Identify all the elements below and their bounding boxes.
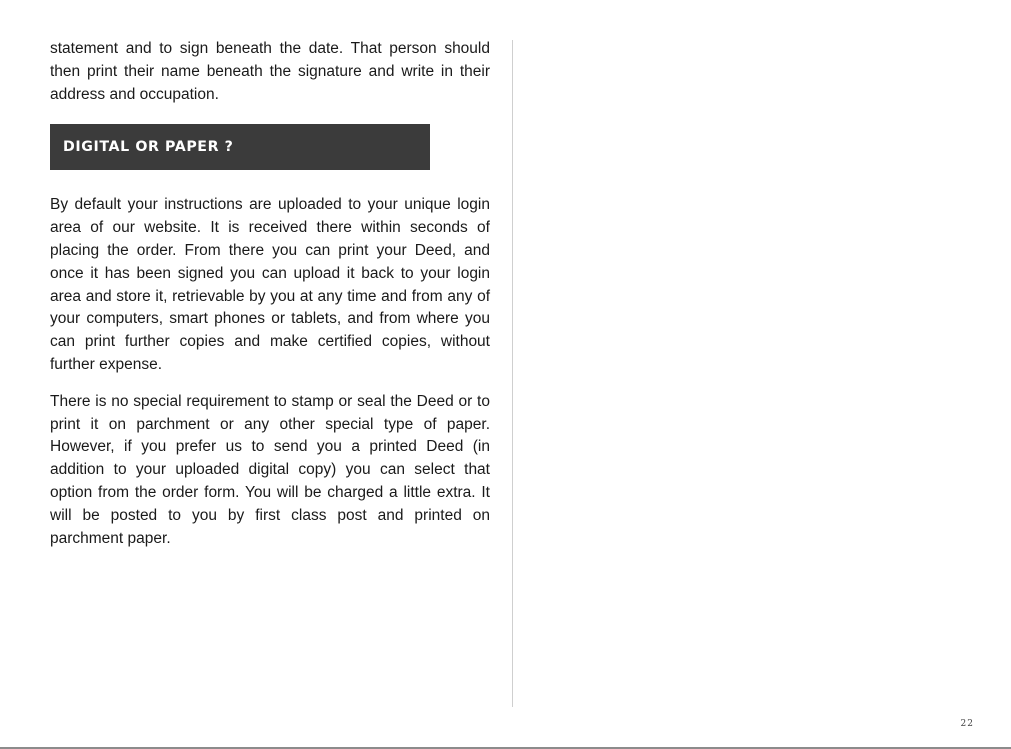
section-heading-banner	[50, 124, 430, 170]
page-number: 22	[960, 719, 974, 729]
intro-paragraph: statement and to sign beneath the date. That person should then print their name beneath the signature and write in their address and occupation.	[50, 40, 490, 103]
section-heading: DIGITAL OR PAPER ?	[63, 139, 234, 156]
column-divider	[512, 40, 513, 707]
body-paragraph: There is no special requirement to stamp or seal the Deed or to print it on parchment or any other special type of paper. However, if you prefer us to send you a printed Deed (in addition to your uploaded digital copy) you can select that option from the order form. You will be charged a little extra. It will be posted to you by first class post and printed on parchment paper.	[50, 392, 490, 547]
body-paragraph: By default your instructions are uploaded to your unique login area of our website. It is received there within seconds of placing the order. From there you can print your Deed, and once it has been signed you can upload it back to your login area and store it, retrievable by you at any time and from any of your computers, smart phones or tablets, and from where you can print further copies and make certified copies, without further expense.	[50, 196, 490, 373]
left-column	[50, 38, 490, 550]
